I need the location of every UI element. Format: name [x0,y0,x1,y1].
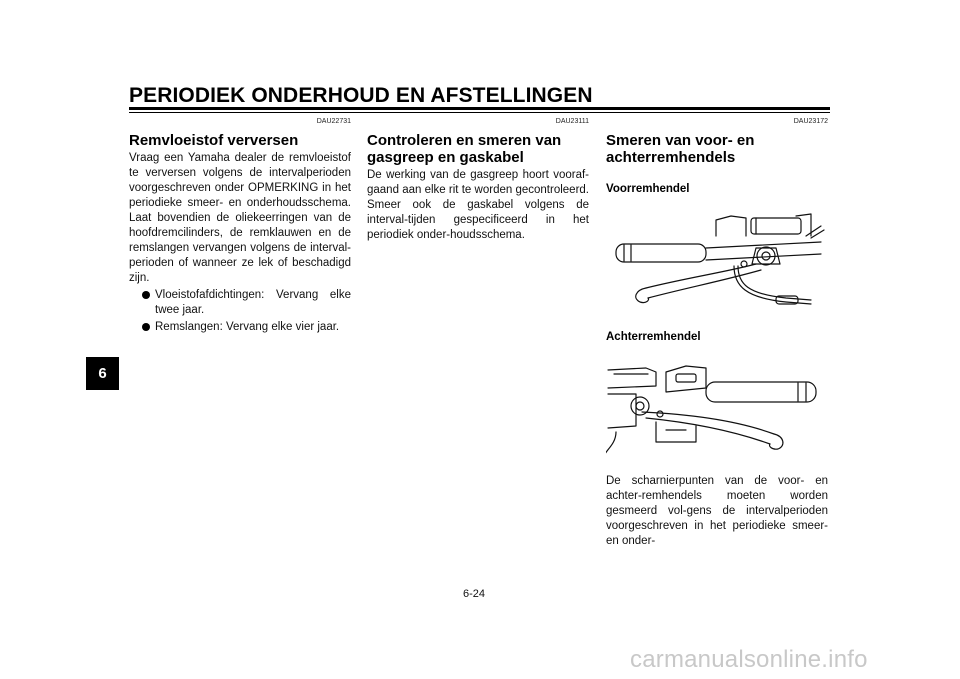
bullet-icon [142,323,150,331]
list-item-text: Remslangen: Vervang elke vier jaar. [155,321,340,333]
front-brake-lever-illustration [606,206,828,316]
column-throttle [367,118,589,243]
section-code: DAU22731 [316,118,351,125]
section-heading: Remvloeistof verversen [129,132,299,149]
page-title: PERIODIEK ONDERHOUD EN AFSTELLINGEN [129,84,593,107]
page-number: 6-24 [463,588,486,600]
section-body: De werking van de gasgreep hoort vooraf-gaand aan elke rit te worden gecontroleerd. Smeer ook de gaskabel volgens de interval-tijden gespecificeerd in het periodiek onder-houdsschema. [367,169,589,241]
list-item [129,320,351,335]
watermark: carmanualsonline.info [630,646,868,673]
header-rule-thick [129,107,830,110]
rear-brake-lever-illustration [606,352,828,462]
rear-lever-label: Achterremhendel [606,331,701,343]
section-body: Vraag een Yamaha dealer de remvloeistof te verversen volgens de intervalperioden voorgeschreven onder OPMERKING in het periodieke smeer- en onderhoudsschema. Laat bovendien de oliekeerringen van de hoofdremcilinders, de remklauwen en de remslangen vervangen volgens de interval-perioden of wanneer ze lek of beschadigd zijn. [129,152,351,284]
section-code: DAU23172 [793,118,828,125]
list-item-text: Vloeistofafdichtingen: Vervang elke twee jaar. [155,289,351,316]
front-lever-label: Voorremhendel [606,183,690,195]
column-brake-fluid [129,118,351,337]
section-code: DAU23111 [555,118,589,125]
bullet-list [129,288,351,335]
column-brake-levers [606,118,828,549]
section-body: De scharnierpunten van de voor- en achter-remhendels moeten worden gesmeerd vol-gens de intervalperioden voorgeschreven in het periodieke smeer- en onder- [606,475,828,547]
bullet-icon [142,291,150,299]
list-item [129,288,351,318]
chapter-tab: 6 [86,357,119,390]
section-heading: Controleren en smeren van gasgreep en gaskabel [367,132,562,166]
header-rule-thin [129,112,830,113]
section-heading: Smeren van voor- en achterremhendels [606,132,755,166]
